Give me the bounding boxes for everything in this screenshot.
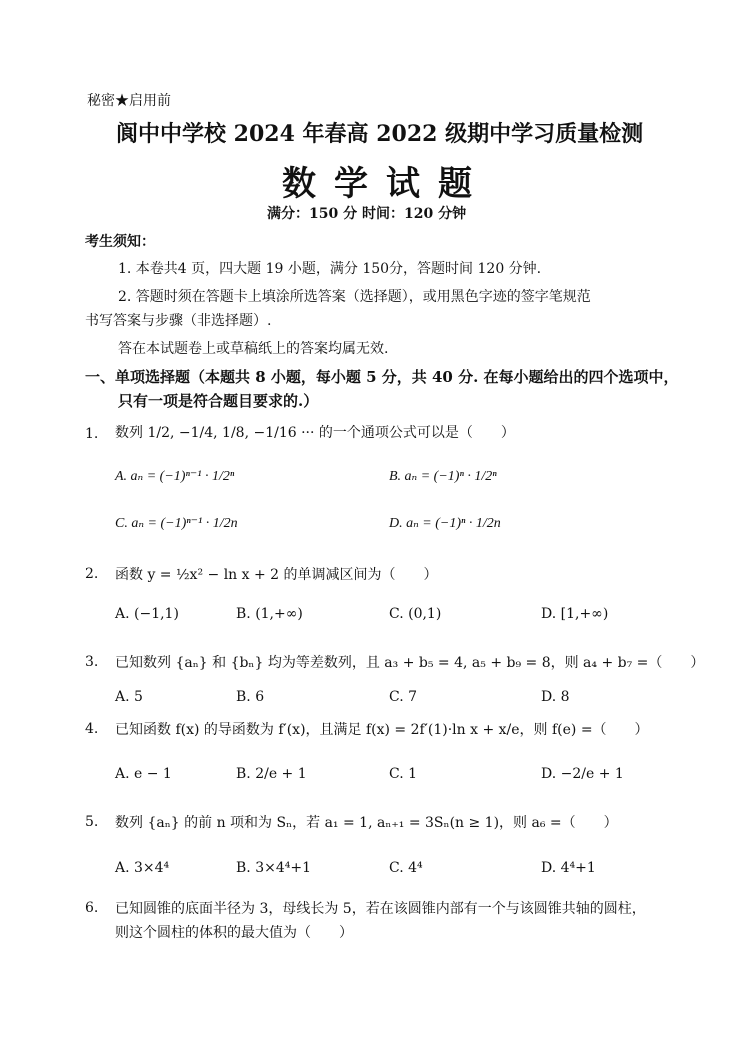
- option-c: C. 7: [389, 689, 418, 705]
- option-a: A. (−1,1): [115, 606, 179, 622]
- option-b: B. 2/e + 1: [236, 766, 307, 782]
- section-title-b: 只有一项是符合题目要求的.）: [118, 392, 319, 410]
- option-d: D. [1,+∞): [541, 606, 609, 622]
- option-b: B. aₙ = (−1)ⁿ · 1/2ⁿ: [389, 469, 497, 484]
- option-d: D. aₙ = (−1)ⁿ · 1/2n: [389, 516, 501, 531]
- notice-line-2a: 2. 答题时须在答题卡上填涂所选答案（选择题），或用黑色字迹的签字笔规范: [118, 289, 591, 305]
- option-a: A. 5: [115, 689, 143, 705]
- confidential-label: 秘密★启用前: [87, 93, 171, 109]
- notice-line-1: 1. 本卷共4 页，四大题 19 小题，满分 150分，答题时间 120 分钟.: [118, 261, 542, 277]
- question-number: 3.: [85, 654, 99, 670]
- question-number: 2.: [85, 566, 99, 582]
- subject-title: 数学试题: [282, 164, 490, 204]
- score-time: 满分：150 分 时间：120 分钟: [267, 206, 467, 222]
- question-4-stem: 已知函数 f(x) 的导函数为 f′(x)，且满足 f(x) = 2f′(1)·ln x + x/e，则 f(e) =（ ）: [115, 722, 649, 738]
- option-d: D. 4⁴+1: [541, 860, 596, 876]
- option-c: C. 4⁴: [389, 860, 423, 876]
- question-2-stem: 函数 y = ½x² − ln x + 2 的单调减区间为（ ）: [115, 567, 438, 583]
- question-5-stem: 数列 {aₙ} 的前 n 项和为 Sₙ，若 a₁ = 1, aₙ₊₁ = 3Sₙ(n ≥ 1)，则 a₆ =（ ）: [115, 815, 618, 831]
- question-number: 4.: [85, 721, 99, 737]
- option-c: C. (0,1): [389, 606, 442, 622]
- notice-line-2b: 书写答案与步骤（非选择题）.: [85, 313, 272, 329]
- option-d: D. 8: [541, 689, 570, 705]
- option-a: A. 3×4⁴: [115, 860, 170, 876]
- question-number: 1.: [85, 426, 99, 442]
- question-1-stem: 数列 1/2, −1/4, 1/8, −1/16 ··· 的一个通项公式可以是（ ）: [115, 425, 515, 441]
- option-c: C. 1: [389, 766, 418, 782]
- notice-heading: 考生须知：: [85, 234, 155, 250]
- section-title-a: 一、单项选择题（本题共 8 小题，每小题 5 分，共 40 分. 在每小题给出的四个选项中，: [85, 368, 679, 386]
- question-number: 6.: [85, 900, 99, 916]
- option-b: B. (1,+∞): [236, 606, 303, 622]
- option-a: A. aₙ = (−1)ⁿ⁻¹ · 1/2ⁿ: [115, 469, 235, 484]
- notice-line-3: 答在本试题卷上或草稿纸上的答案均属无效.: [118, 341, 389, 357]
- school-title: 阆中中学校 2024 年春高 2022 级期中学习质量检测: [116, 121, 644, 147]
- option-b: B. 3×4⁴+1: [236, 860, 311, 876]
- option-d: D. −2/e + 1: [541, 766, 624, 782]
- option-c: C. aₙ = (−1)ⁿ⁻¹ · 1/2n: [115, 516, 238, 531]
- question-6-stem-b: 则这个圆柱的体积的最大值为（ ）: [115, 925, 353, 941]
- question-3-stem: 已知数列 {aₙ} 和 {bₙ} 均为等差数列，且 a₃ + b₅ = 4, a₅ + b₉ = 8，则 a₄ + b₇ =（ ）: [115, 655, 705, 671]
- option-b: B. 6: [236, 689, 265, 705]
- option-a: A. e − 1: [115, 766, 172, 782]
- question-number: 5.: [85, 814, 99, 830]
- question-6-stem-a: 已知圆锥的底面半径为 3，母线长为 5，若在该圆锥内部有一个与该圆锥共轴的圆柱，: [115, 901, 646, 917]
